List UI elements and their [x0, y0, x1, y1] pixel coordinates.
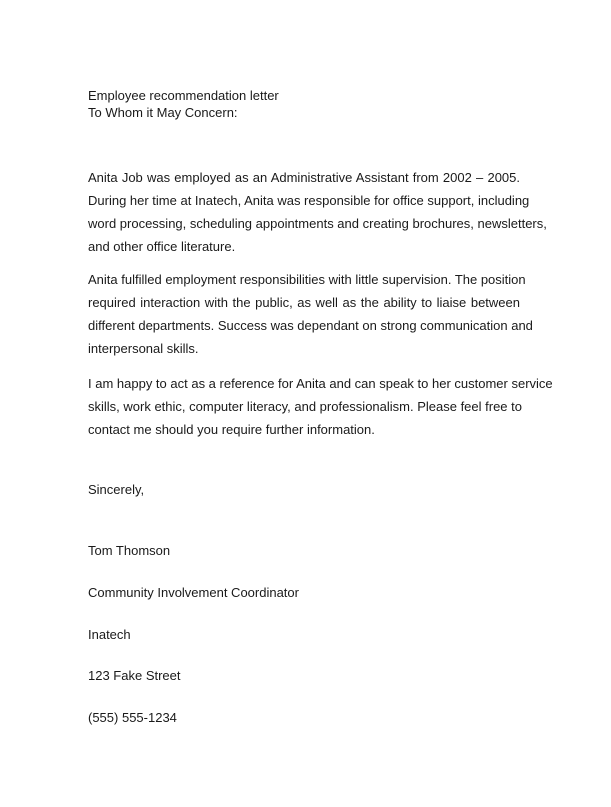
paragraph-employment — [88, 166, 547, 258]
salutation: To Whom it May Concern: — [88, 105, 238, 120]
paragraph-line: different departments. Success was dependant on strong communication and — [88, 318, 533, 333]
paragraph-reference — [88, 372, 553, 441]
signature-phone: (555) 555-1234 — [88, 710, 177, 725]
letter-title: Employee recommendation letter — [88, 88, 279, 103]
signature-name: Tom Thomson — [88, 543, 171, 558]
paragraph-line: and other office literature. — [88, 239, 236, 254]
paragraph-line: I am happy to act as a reference for Anita and can speak to her customer service — [88, 376, 553, 391]
paragraph-line: contact me should you require further information. — [88, 422, 375, 437]
paragraph-line: skills, work ethic, computer literacy, and professionalism. Please feel free to — [88, 399, 522, 414]
signature-company: Inatech — [88, 627, 131, 642]
paragraph-line: interpersonal skills. — [88, 341, 199, 356]
paragraph-line: Anita fulfilled employment responsibilities with little supervision. The position — [88, 272, 526, 287]
paragraph-line: During her time at Inatech, Anita was responsible for office support, including — [88, 193, 530, 208]
signature-street: 123 Fake Street — [88, 668, 181, 683]
paragraph-responsibilities — [88, 268, 533, 360]
paragraph-line: required interaction with the public, as well as the ability to liaise between — [88, 295, 520, 310]
paragraph-line: word processing, scheduling appointments and creating brochures, newsletters, — [88, 216, 547, 231]
signature-position: Community Involvement Coordinator — [88, 585, 299, 600]
closing: Sincerely, — [88, 482, 145, 497]
paragraph-line: Anita Job was employed as an Administrative Assistant from 2002 – 2005. — [88, 170, 520, 185]
